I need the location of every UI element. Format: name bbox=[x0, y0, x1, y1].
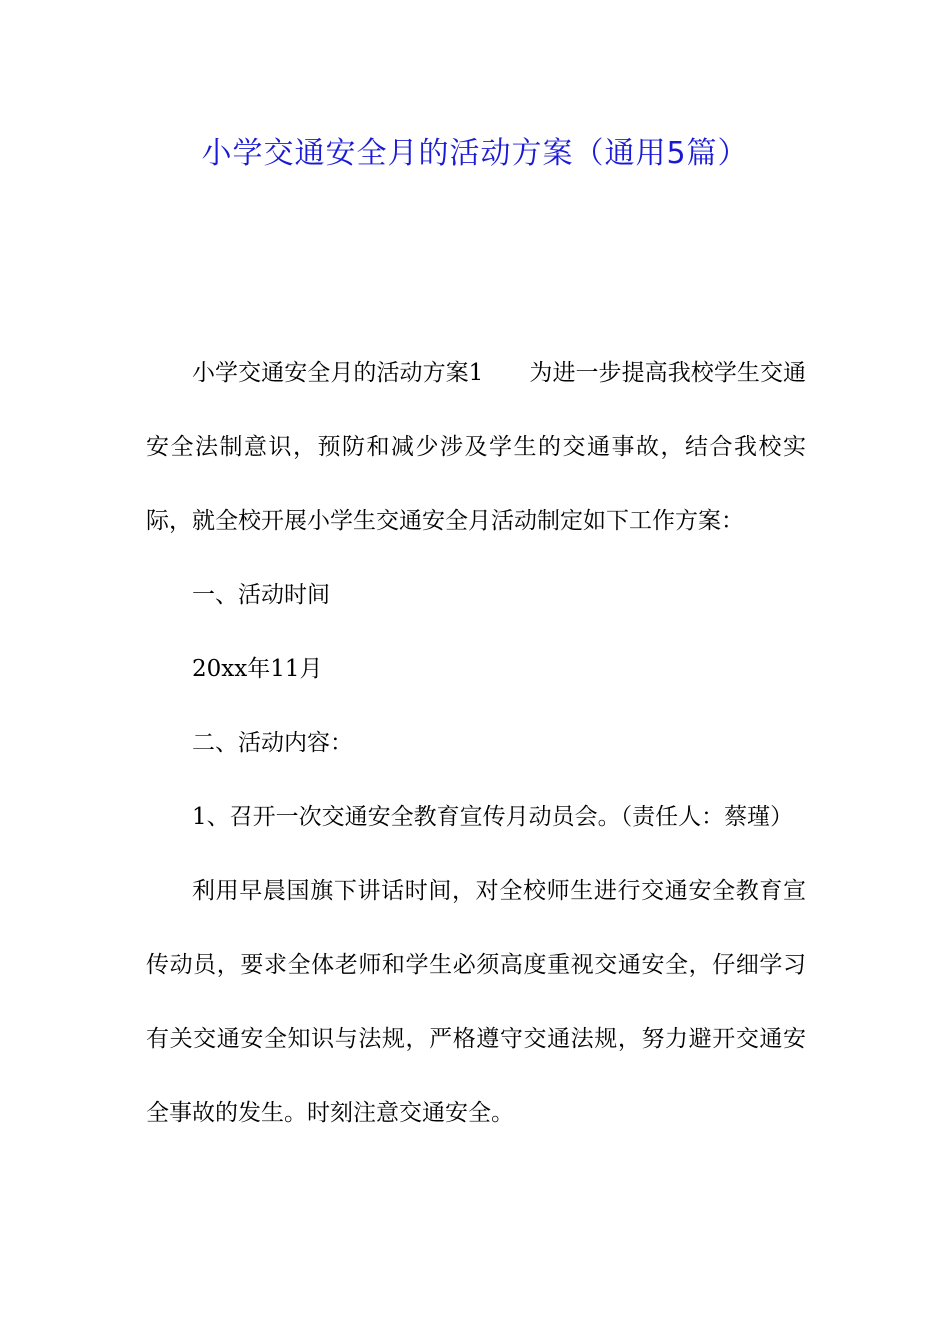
item-1-detail-paragraph: 利用早晨国旗下讲话时间，对全校师生进行交通安全教育宣传动员，要求全体老师和学生必须高度重视交通安全，仔细学习有关交通安全知识与法规，严格遵守交通法规，努力避开交通安全事故的发生。时刻注意交通安全。 bbox=[146, 878, 806, 1126]
activity-date: 20xx年11月 bbox=[192, 656, 323, 682]
section-heading-content: 二、活动内容： bbox=[192, 730, 353, 756]
document-body bbox=[146, 336, 806, 1150]
intro-paragraph bbox=[146, 336, 806, 558]
document-title: 小学交通安全月的活动方案（通用5篇） bbox=[201, 136, 749, 171]
plan-heading: 小学交通安全月的活动方案1 bbox=[192, 360, 484, 386]
item-1-paragraph: 1、召开一次交通安全教育宣传月动员会。（责任人：蔡瑾） bbox=[192, 804, 794, 830]
section-heading-time: 一、活动时间 bbox=[192, 582, 330, 608]
intro-text: 为进一步提高我校学生交通安全法制意识，预防和减少涉及学生的交通事故，结合我校实际，就全校开展小学生交通安全月活动制定如下工作方案： bbox=[146, 360, 807, 534]
